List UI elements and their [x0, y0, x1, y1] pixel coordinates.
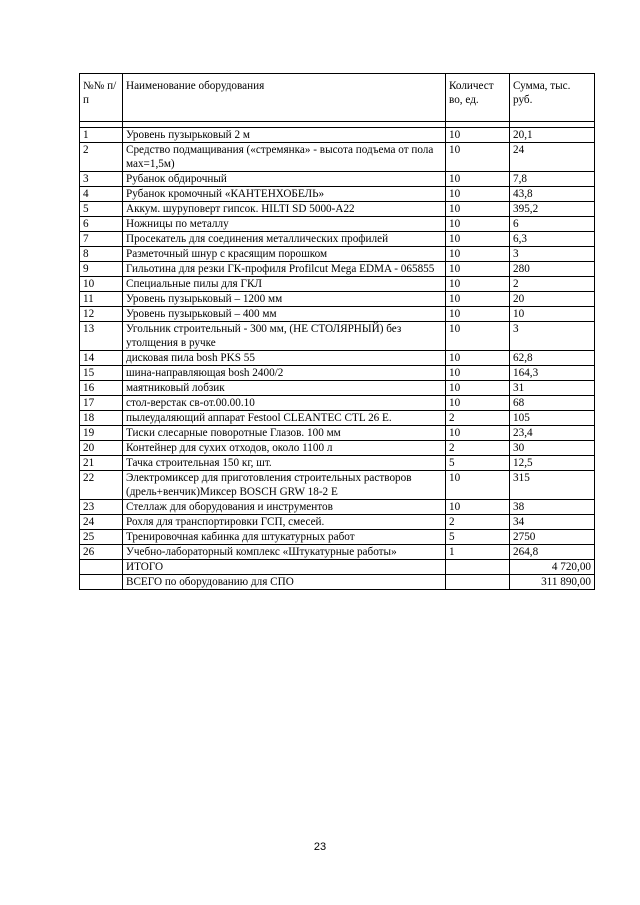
row-sum: 105 — [510, 411, 595, 426]
row-name: Аккум. шуруповерт гипсок. HILTI SD 5000-A22 — [123, 202, 446, 217]
table-row — [80, 456, 595, 471]
table-row — [80, 411, 595, 426]
row-num: 9 — [80, 262, 123, 277]
row-name: Гильотина для резки ГК-профиля Profilcut Mega EDMA - 065855 — [123, 262, 446, 277]
row-num: 1 — [80, 128, 123, 143]
row-sum: 7,8 — [510, 172, 595, 187]
row-qty: 10 — [446, 277, 510, 292]
header-num: №№ п/п — [80, 74, 123, 122]
row-qty: 2 — [446, 515, 510, 530]
row-qty: 2 — [446, 441, 510, 456]
row-num: 10 — [80, 277, 123, 292]
row-num: 22 — [80, 471, 123, 500]
row-num: 3 — [80, 172, 123, 187]
row-name: стол-верстак св-от.00.00.10 — [123, 396, 446, 411]
total-empty-cell — [80, 575, 123, 590]
row-sum: 34 — [510, 515, 595, 530]
row-sum: 2 — [510, 277, 595, 292]
table-row — [80, 172, 595, 187]
row-name: дисковая пила bosh PKS 55 — [123, 351, 446, 366]
row-name: пылеудаляющий аппарат Festool CLEANTEC CTL 26 E. — [123, 411, 446, 426]
row-sum: 62,8 — [510, 351, 595, 366]
row-sum: 315 — [510, 471, 595, 500]
row-num: 6 — [80, 217, 123, 232]
row-name: Рохля для транспортировки ГСП, смесей. — [123, 515, 446, 530]
row-num: 11 — [80, 292, 123, 307]
row-qty: 10 — [446, 381, 510, 396]
row-qty: 10 — [446, 426, 510, 441]
row-name: шина-направляющая bosh 2400/2 — [123, 366, 446, 381]
table-row — [80, 187, 595, 202]
row-num: 7 — [80, 232, 123, 247]
row-qty: 10 — [446, 322, 510, 351]
table-row — [80, 217, 595, 232]
row-sum: 20,1 — [510, 128, 595, 143]
row-qty: 10 — [446, 366, 510, 381]
row-num: 13 — [80, 322, 123, 351]
row-num: 26 — [80, 545, 123, 560]
total-label: ИТОГО — [123, 560, 446, 575]
row-sum: 3 — [510, 247, 595, 262]
row-name: Рубанок обдирочный — [123, 172, 446, 187]
header-qty: Количест во, ед. — [446, 74, 510, 122]
table-row — [80, 322, 595, 351]
row-num: 4 — [80, 187, 123, 202]
total-empty-cell — [446, 560, 510, 575]
table-header-row — [80, 74, 595, 122]
total-empty-cell — [446, 575, 510, 590]
table-row — [80, 500, 595, 515]
row-sum: 6 — [510, 217, 595, 232]
row-sum: 280 — [510, 262, 595, 277]
table-row — [80, 515, 595, 530]
row-num: 24 — [80, 515, 123, 530]
row-qty: 10 — [446, 247, 510, 262]
table-row — [80, 128, 595, 143]
header-sum: Сумма, тыс. руб. — [510, 74, 595, 122]
row-qty: 10 — [446, 500, 510, 515]
row-qty: 10 — [446, 143, 510, 172]
total-row — [80, 560, 595, 575]
row-sum: 264,8 — [510, 545, 595, 560]
row-name: Тренировочная кабинка для штукатурных работ — [123, 530, 446, 545]
row-qty: 10 — [446, 172, 510, 187]
row-num: 23 — [80, 500, 123, 515]
row-num: 15 — [80, 366, 123, 381]
table-row — [80, 381, 595, 396]
row-sum: 23,4 — [510, 426, 595, 441]
row-num: 12 — [80, 307, 123, 322]
table-row — [80, 262, 595, 277]
row-sum: 30 — [510, 441, 595, 456]
row-name: Контейнер для сухих отходов, около 1100 л — [123, 441, 446, 456]
table-row — [80, 351, 595, 366]
header-name: Наименование оборудования — [123, 74, 446, 122]
row-qty: 10 — [446, 217, 510, 232]
row-sum: 3 — [510, 322, 595, 351]
table-row — [80, 247, 595, 262]
row-qty: 10 — [446, 396, 510, 411]
row-name: Разметочный шнур с красящим порошком — [123, 247, 446, 262]
equipment-table — [79, 73, 595, 590]
table-row — [80, 232, 595, 247]
table-row — [80, 426, 595, 441]
row-sum: 164,3 — [510, 366, 595, 381]
row-num: 21 — [80, 456, 123, 471]
row-name: Уровень пузырьковый – 1200 мм — [123, 292, 446, 307]
row-sum: 68 — [510, 396, 595, 411]
row-sum: 43,8 — [510, 187, 595, 202]
row-num: 25 — [80, 530, 123, 545]
row-qty: 10 — [446, 202, 510, 217]
row-name: Средство подмащивания («стремянка» - высота подъема от пола мах=1,5м) — [123, 143, 446, 172]
row-qty: 10 — [446, 471, 510, 500]
table-row — [80, 277, 595, 292]
table-row — [80, 396, 595, 411]
row-num: 2 — [80, 143, 123, 172]
row-sum: 395,2 — [510, 202, 595, 217]
total-sum: 4 720,00 — [510, 560, 595, 575]
row-num: 18 — [80, 411, 123, 426]
row-name: Специальные пилы для ГКЛ — [123, 277, 446, 292]
row-num: 20 — [80, 441, 123, 456]
row-qty: 10 — [446, 307, 510, 322]
row-name: Тачка строительная 150 кг, шт. — [123, 456, 446, 471]
row-sum: 38 — [510, 500, 595, 515]
row-name: Рубанок кромочный «КАНТЕНХОБЕЛЬ» — [123, 187, 446, 202]
page-number: 23 — [313, 841, 327, 853]
row-qty: 10 — [446, 351, 510, 366]
table-row — [80, 143, 595, 172]
row-qty: 2 — [446, 411, 510, 426]
table-row — [80, 530, 595, 545]
table-row — [80, 471, 595, 500]
row-qty: 10 — [446, 232, 510, 247]
row-qty: 5 — [446, 456, 510, 471]
row-num: 14 — [80, 351, 123, 366]
row-name: Ножницы по металлу — [123, 217, 446, 232]
total-empty-cell — [80, 560, 123, 575]
row-name: Тиски слесарные поворотные Глазов. 100 мм — [123, 426, 446, 441]
row-num: 5 — [80, 202, 123, 217]
row-name: Электромиксер для приготовления строительных растворов (дрель+венчик)Миксер BOSCH GRW 18-2 E — [123, 471, 446, 500]
row-num: 17 — [80, 396, 123, 411]
total-row — [80, 575, 595, 590]
row-name: Просекатель для соединения металлических профилей — [123, 232, 446, 247]
row-qty: 1 — [446, 545, 510, 560]
table-row — [80, 366, 595, 381]
row-name: Угольник строительный - 300 мм, (НЕ СТОЛЯРНЫЙ) без утолщения в ручке — [123, 322, 446, 351]
row-qty: 10 — [446, 292, 510, 307]
row-sum: 12,5 — [510, 456, 595, 471]
row-sum: 10 — [510, 307, 595, 322]
row-qty: 10 — [446, 262, 510, 277]
table-row — [80, 202, 595, 217]
table-row — [80, 441, 595, 456]
row-qty: 5 — [446, 530, 510, 545]
total-label: ВСЕГО по оборудованию для СПО — [123, 575, 446, 590]
row-name: Уровень пузырьковый – 400 мм — [123, 307, 446, 322]
row-sum: 2750 — [510, 530, 595, 545]
row-name: маятниковый лобзик — [123, 381, 446, 396]
row-sum: 24 — [510, 143, 595, 172]
row-num: 19 — [80, 426, 123, 441]
table-row — [80, 545, 595, 560]
row-sum: 31 — [510, 381, 595, 396]
row-sum: 20 — [510, 292, 595, 307]
row-num: 8 — [80, 247, 123, 262]
row-qty: 10 — [446, 128, 510, 143]
row-name: Стеллаж для оборудования и инструментов — [123, 500, 446, 515]
row-name: Уровень пузырьковый 2 м — [123, 128, 446, 143]
total-sum: 311 890,00 — [510, 575, 595, 590]
table-row — [80, 292, 595, 307]
row-num: 16 — [80, 381, 123, 396]
row-name: Учебно-лабораторный комплекс «Штукатурные работы» — [123, 545, 446, 560]
row-qty: 10 — [446, 187, 510, 202]
row-sum: 6,3 — [510, 232, 595, 247]
table-row — [80, 307, 595, 322]
